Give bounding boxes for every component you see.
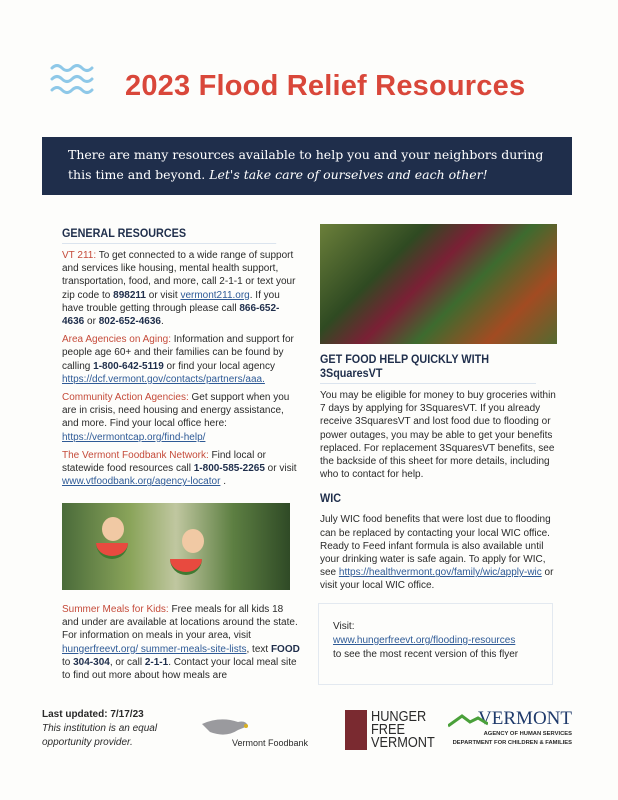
number: 304-304 [73,656,110,668]
vermont-wordmark: VERMONT [478,708,572,729]
visit-label: Visit: [333,621,355,632]
wic-heading: WIC [320,491,341,506]
text: to [62,656,74,668]
text: July WIC food benefits that were lost due to flooding can be replaced by contacting your local WIC office. Ready to Feed infant formula is also available until your drinking water is safe again. To apply for WIC, see [320,514,551,579]
equal-opportunity: This institution is an equal opportunity provider. [42,723,158,748]
page-title: 2023 Flood Relief Resources [125,70,526,102]
label: VT 211: [62,250,97,261]
text: or find your local agency [163,360,275,372]
text: Get support when you are in crisis, need housing and energy assistance, and more. Find your local office here: [62,392,290,430]
phone: 802-652-4636 [98,316,161,328]
wic-text [320,513,560,592]
mountain-icon [448,712,488,728]
squares-text: You may be eligible for money to buy groceries within 7 days by applying for 3SquaresVT. If you already receive 3SquaresVT and lost food due to flooding or power outages, you may be able to get your benefits replaced. For replacement 3SquaresVT benefits, see the backside of this sheet for more details, including who to contact for help. [320,390,556,481]
child-face [182,529,204,553]
text: or visit [264,463,297,475]
wheat-icon [345,710,367,750]
vermont211-link[interactable]: vermont211.org [180,289,250,301]
phone: 1-800-642-5119 [93,360,164,372]
label: Area Agencies on Aging: [62,334,171,346]
kids-watermelon-photo [62,503,290,590]
vegetables-photo [320,224,557,344]
footer-info [42,708,177,750]
text: , text [246,643,271,655]
text: . If you have trouble getting through please call [62,289,280,314]
visit-text: to see the most recent version of this flyer [333,649,519,660]
label: The Vermont Foodbank Network: [62,449,209,461]
text: . Contact your local meal site to find out more about how meals are [62,656,297,682]
food-help [320,352,560,593]
text: . [160,316,164,328]
logo-line: FREE [371,721,406,738]
watermelon [170,559,202,575]
logo-line: HUNGER [371,708,427,725]
child-face [102,517,124,541]
hunger-free-vermont-logo [345,710,446,750]
vermont-foodbank-logo [200,714,325,754]
banner-text: There are many resources available to help you and your neighbors during this time and beyond. [68,147,544,182]
text: or visit your local WIC office. [320,567,554,592]
aging-entry [62,333,300,386]
waves-icon [50,62,94,96]
caa-entry [62,391,300,444]
agency-name: AGENCY OF HUMAN SERVICES [483,731,572,737]
vermontcap-link[interactable]: https://vermontcap.org/find-help/ [62,431,206,443]
summer-meals-link[interactable]: hungerfreevt.org/ summer-meals-site-lists [62,643,247,655]
text: or visit [145,289,181,301]
vtfoodbank-link[interactable]: www.vtfoodbank.org/agency-locator [62,476,221,488]
vt211-entry [62,249,300,328]
wic-link[interactable]: https://healthvermont.gov/family/wic/apply-wic [338,567,542,579]
general-heading: GENERAL RESOURCES [62,226,276,244]
text: Find local or statewide food resources call [62,449,266,475]
text: , or call [109,656,145,668]
flooding-resources-link[interactable]: www.hungerfreevt.org/flooding-resources [333,635,516,646]
keyword: FOOD [270,643,300,655]
logo-line: VERMONT [371,734,435,751]
summer-text [62,603,302,682]
banner-italic: Let's take care of ourselves and each other! [209,167,488,182]
squares-heading: GET FOOD HELP QUICKLY WITH 3SquaresVT [320,352,536,384]
text: . [220,476,226,488]
foodbank-entry [62,449,300,489]
foodbank-name: Vermont Foodbank [232,738,309,748]
text: Information and support for people age 60+ and their families can be found by calling [62,334,294,372]
intro-banner [42,137,572,195]
text: or [84,316,99,328]
watermelon [96,543,128,559]
visit-box [318,603,553,685]
summer-meals [62,603,302,682]
general-resources [62,226,300,488]
aaa-link[interactable]: https://dcf.vermont.gov/contacts/partners/aaa. [62,373,265,385]
phone: 866-652-4636 [62,302,280,328]
text: To get connected to a wide range of support and services like housing, mental health support, transportation, food, and more, call 2-1-1 or text your zip code to [62,250,296,301]
department-name: DEPARTMENT FOR CHILDREN & FAMILIES [452,740,572,746]
label: Community Action Agencies: [62,392,189,404]
number: 2-1-1 [144,656,169,668]
vermont-ahs-logo [448,708,572,748]
phone: 1-800-585-2265 [193,463,265,475]
label: Summer Meals for Kids: [62,604,169,615]
last-updated: Last updated: 7/17/23 [42,709,144,720]
text: Free meals for all kids 18 and under are available at locations around the state. For information on meals in your area, visit [62,604,298,642]
code: 898211 [113,289,146,301]
